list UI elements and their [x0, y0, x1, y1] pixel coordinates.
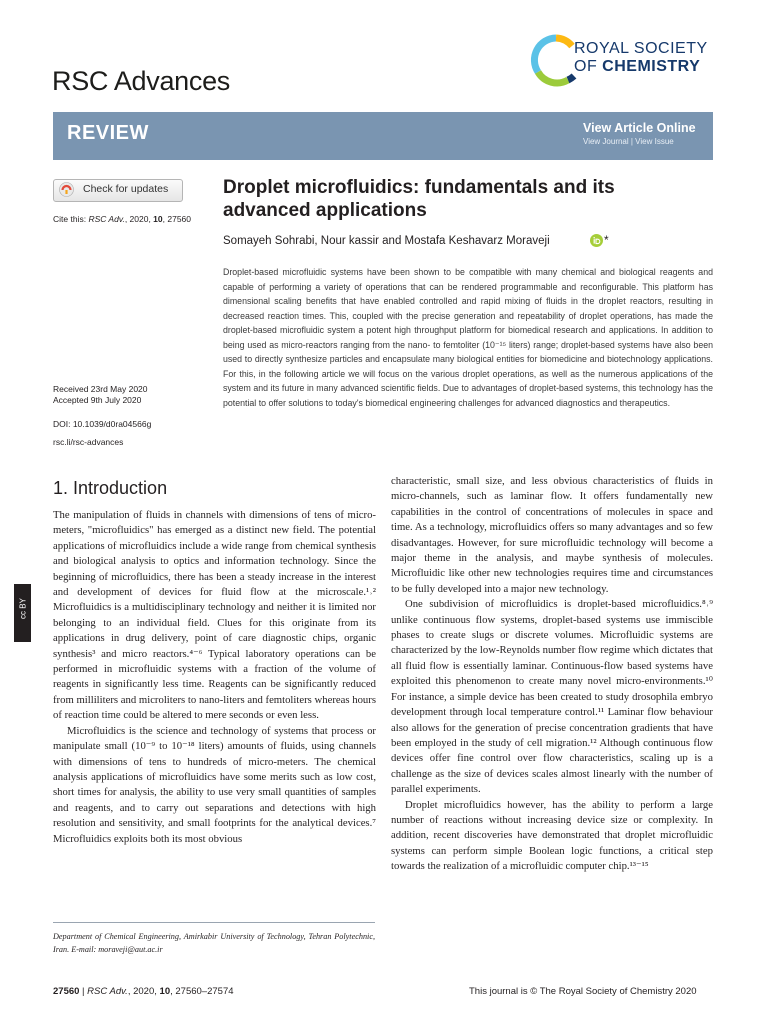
journal-name: RSC Advances: [52, 66, 230, 96]
footer-sep: |: [79, 986, 88, 997]
publisher-line2: [574, 58, 700, 76]
doi[interactable]: DOI: 10.1039/d0ra04566g: [53, 419, 152, 429]
paragraph: The manipulation of fluids in channels with dimensions of tens of micro-meters, "microfluidics" has emerged as a distinct new field. The potential applications of microfluidics include a wide range from chemical synthesis and biological analysis to optics and information technology. Since the beginning of microfluidics, there has been a steady increase in the interest and development of devices for fluid flow at the microscale.¹˒² Microfluidics is a multidisciplinary technology and neither it is limited nor belonging to an individual field. Clues for this originate from its applications in drug delivery, point of care diagnostic chips, organic synthesis³ and micro reactors.⁴⁻⁶ Typical laboratory operations can be performed in microfluidic systems with a fraction of the volume of reagents in significantly less time. Reagents can be significantly reduced from milliliters and microliters to nano-liters and femtoliters whereas hours of reaction time could be altered to mere seconds or even less.: [53, 509, 376, 722]
page-number: 27560: [53, 986, 80, 997]
view-article-online-link[interactable]: View Article Online: [583, 121, 696, 135]
authors: Somayeh Sohrabi, Nour kassir and Mostafa Keshavarz Moraveji: [223, 235, 550, 247]
publisher-line2-bold: CHEMISTRY: [602, 58, 701, 75]
footnote-divider: [53, 922, 375, 923]
body-column-right: [391, 474, 713, 875]
footer-year: , 2020,: [127, 986, 160, 997]
affiliation: Department of Chemical Engineering, Amirkabir University of Technology, Tehran Polytechnic, Iran. E-mail: moraveji@aut.ac.ir: [53, 932, 375, 954]
article-type-banner: [53, 112, 713, 160]
page-footer-left: [53, 986, 234, 997]
footer-volume: 10: [159, 986, 171, 997]
paragraph: Microfluidics is the science and technology of systems that process or manipulate small (10⁻⁹ to 10⁻¹⁸ liters) amounts of fluids, using channels with dimensions of tens to hundreds of micro-meters. The chemical analysis applications of microfluidics have some merits such as low cost, short times for analysis, the ability to use very small quantities of samples and reagents, and to carry out separations and detections with high resolution and sensitivity, and small footprints for the analytical devices.⁷ Microfluidics exploits both its most obvious: [53, 724, 376, 845]
accepted-date: Accepted 9th July 2020: [53, 395, 142, 405]
page-footer-right: This journal is © The Royal Society of Chemistry 2020: [469, 986, 697, 997]
cite-prefix: Cite this:: [53, 214, 89, 224]
received-dates: [53, 384, 148, 406]
cc-license-text: cc BY: [18, 598, 28, 619]
corresponding-author-mark: *: [604, 233, 609, 247]
cite-volume: 10: [153, 214, 163, 224]
cite-pages: , 27560: [162, 214, 192, 224]
orcid-icon[interactable]: [590, 234, 603, 247]
publisher-line2-prefix: OF: [574, 58, 603, 75]
check-for-updates-label: Check for updates: [83, 183, 169, 195]
section-heading-introduction: 1. Introduction: [53, 478, 168, 498]
body-column-left: [53, 508, 376, 847]
paragraph: Droplet microfluidics however, has the ability to perform a large number of reactions without increasing device size or complexity. In addition, recent discoveries have demonstrated that droplet microfluidic systems can perform simple Boolean logic functions, a critical step towards the realization of a microfluidic computer chip.¹³⁻¹⁵: [391, 798, 713, 873]
check-updates-icon: [59, 182, 74, 197]
received-date: Received 23rd May 2020: [53, 384, 148, 394]
paragraph: One subdivision of microfluidics is droplet-based microfluidics.⁸˒⁹ unlike continuous flow systems, droplet-based systems use immiscible phases to create slugs or discrete volumes. Microfluidic systems are characterized by the low-Reynolds number flow regime which dictates that all fluid flow is essentially laminar. Continuous-flow based systems have exploited this phenomenon to create many novel micro-environments.¹⁰ For instance, a simple device has been created to study drosophila embryo development through local temperature control.¹¹ Laminar flow behaviour also allows for the generation of precise concentration gradients that have been employed in the study of cell migration.¹² Although continuous flow devices offer fine control over flow characteristics, scaling up is a challenge as the size of devices scales almost linearly with the number of parallel experiments.: [391, 598, 713, 796]
cite-year: , 2020,: [124, 214, 154, 224]
citation: [53, 214, 191, 224]
journal-link[interactable]: rsc.li/rsc-advances: [53, 437, 124, 447]
footer-journal: RSC Adv.: [87, 986, 128, 997]
paragraph: characteristic, small size, and less obvious characteristics of fluids in micro-channels, such as laminar flow. It offers fundamentally new capabilities in the control of concentrations of molecules in space and time. As a technology, microfluidics offers so many advantages and so few disadvantages. However, for sure microfluidic technology will become a major theme in the analysis, and maybe synthesis of molecules. Microfluidic like other new technologies requires time and circumstances to be fully developed into a major new technology.: [391, 475, 713, 595]
article-type-label: REVIEW: [67, 122, 149, 144]
publisher-line1: ROYAL SOCIETY: [574, 40, 708, 57]
article-title: Droplet microfluidics: fundamentals and its advanced applications: [223, 177, 615, 221]
view-journal-issue-links[interactable]: View Journal | View Issue: [583, 137, 674, 146]
abstract: Droplet-based microfluidic systems have been shown to be compatible with many chemical and biological reagents and capable of performing a variety of operations that can be rendered programmable and reconfigurable. This platform has dimensional scaling benefits that have enabled controlled and rapid mixing of fluids in the droplet reactors, resulting in decreased reaction times. This, coupled with the precise generation and repeatability of droplet operations, has made the droplet-based microfluidic system a potent high throughput platform for biomedical research and applications. In addition to being used as micro-reactors ranging from the nano- to femtoliter (10⁻¹⁵ liters) range; droplet-based systems have also been used to directly synthesize particles and encapsulate many biological entities for biomedicine and biotechnology applications. For this, in the following article we will focus on the various droplet operations, as well as the numerous applications of the system and its future in many advanced scientific fields. Due to advantages of droplet-based systems, this technology has the potential to offer solutions to today's biomedical engineering challenges for advanced diagnostics and therapeutics.: [223, 267, 713, 408]
footer-pages: , 27560–27574: [170, 986, 234, 997]
cite-journal: RSC Adv.: [88, 214, 125, 224]
